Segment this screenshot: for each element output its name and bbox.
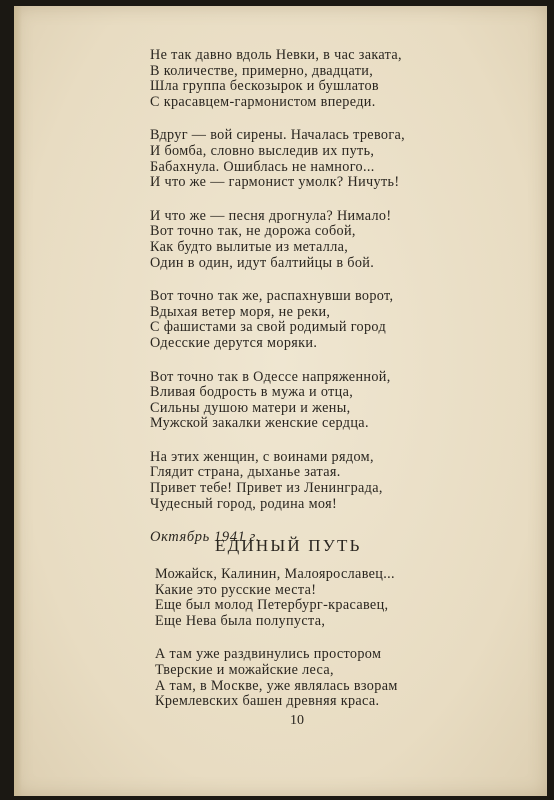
poem-title: ЕДИНЫЙ ПУТЬ — [215, 536, 362, 555]
poem-line: Сильны душою матери и жены, — [150, 399, 351, 416]
poem-line: Глядит страна, дыханье затая. — [150, 464, 341, 481]
stanza — [150, 289, 530, 351]
page-gutter-shadow — [14, 6, 22, 796]
poem-line: Шла группа бескозырок и бушлатов — [150, 78, 379, 95]
poem-line: Мужской закалки женские сердца. — [150, 415, 369, 432]
poem-line: На этих женщин, с воинами рядом, — [150, 448, 374, 465]
poem-line: А там, в Москве, уже являлась взорам — [155, 677, 398, 694]
stanza — [155, 647, 535, 709]
poem-line: Тверские и можайские леса, — [155, 661, 334, 678]
poem-line: Можайск, Калинин, Малоярославец... — [155, 566, 395, 582]
poem-line: Вот точно так же, распахнувши ворот, — [150, 288, 394, 305]
poem-line: Вдруг — вой сирены. Началась тревога, — [150, 127, 406, 144]
stanza — [150, 209, 530, 271]
poem-line: Вот точно так в Одессе напряженной, — [150, 368, 391, 385]
poem-line: И что же — гармонист умолк? Ничуть! — [150, 174, 400, 191]
poem-line: Чудесный город, родина моя! — [150, 495, 338, 512]
stanza — [150, 370, 530, 432]
poem-2-body — [155, 567, 535, 728]
poem-line: Привет тебе! Привет из Ленинграда, — [150, 480, 383, 497]
poem-line: Кремлевских башен древняя краса. — [155, 693, 380, 710]
stanza — [150, 450, 530, 512]
poem-line: С красавцем-гармонистом впереди. — [150, 93, 376, 110]
stanza — [150, 128, 530, 190]
poem-line: С фашистами за свой родимый город — [150, 319, 387, 336]
poem-line: Бабахнула. Ошиблась не намного... — [150, 158, 375, 175]
poem-line: Вливая бодрость в мужа и отца, — [150, 384, 354, 401]
poem-line: Вот точно так, не дорожа собой, — [150, 223, 356, 240]
poem-date: Октябрь 1941 г. — [150, 529, 260, 546]
poem-line: В количестве, примерно, двадцати, — [150, 62, 374, 79]
poem-1-body — [150, 48, 530, 546]
poem-line: Вдыхая ветер моря, не реки, — [150, 303, 331, 320]
poem-line: Как будто вылитые из металла, — [150, 238, 349, 255]
stanza — [150, 48, 530, 110]
poem-line: А там уже раздвинулись простором — [155, 646, 382, 663]
poem-line: Не так давно вдоль Невки, в час заката, — [150, 47, 402, 63]
poem-line: Еще был молод Петербург-красавец, — [155, 597, 389, 614]
poem-line: Еще Нева была полупуста, — [155, 612, 326, 629]
poem-line: Какие это русские места! — [155, 581, 317, 598]
stanza — [155, 567, 535, 629]
page-number: 10 — [290, 713, 304, 728]
poem-line: Одесские дерутся моряки. — [150, 334, 318, 351]
poem-line: И бомба, словно выследив их путь, — [150, 142, 375, 159]
poem-line: Один в один, идут балтийцы в бой. — [150, 254, 375, 271]
poem-line: И что же — песня дрогнула? Нимало! — [150, 207, 392, 224]
